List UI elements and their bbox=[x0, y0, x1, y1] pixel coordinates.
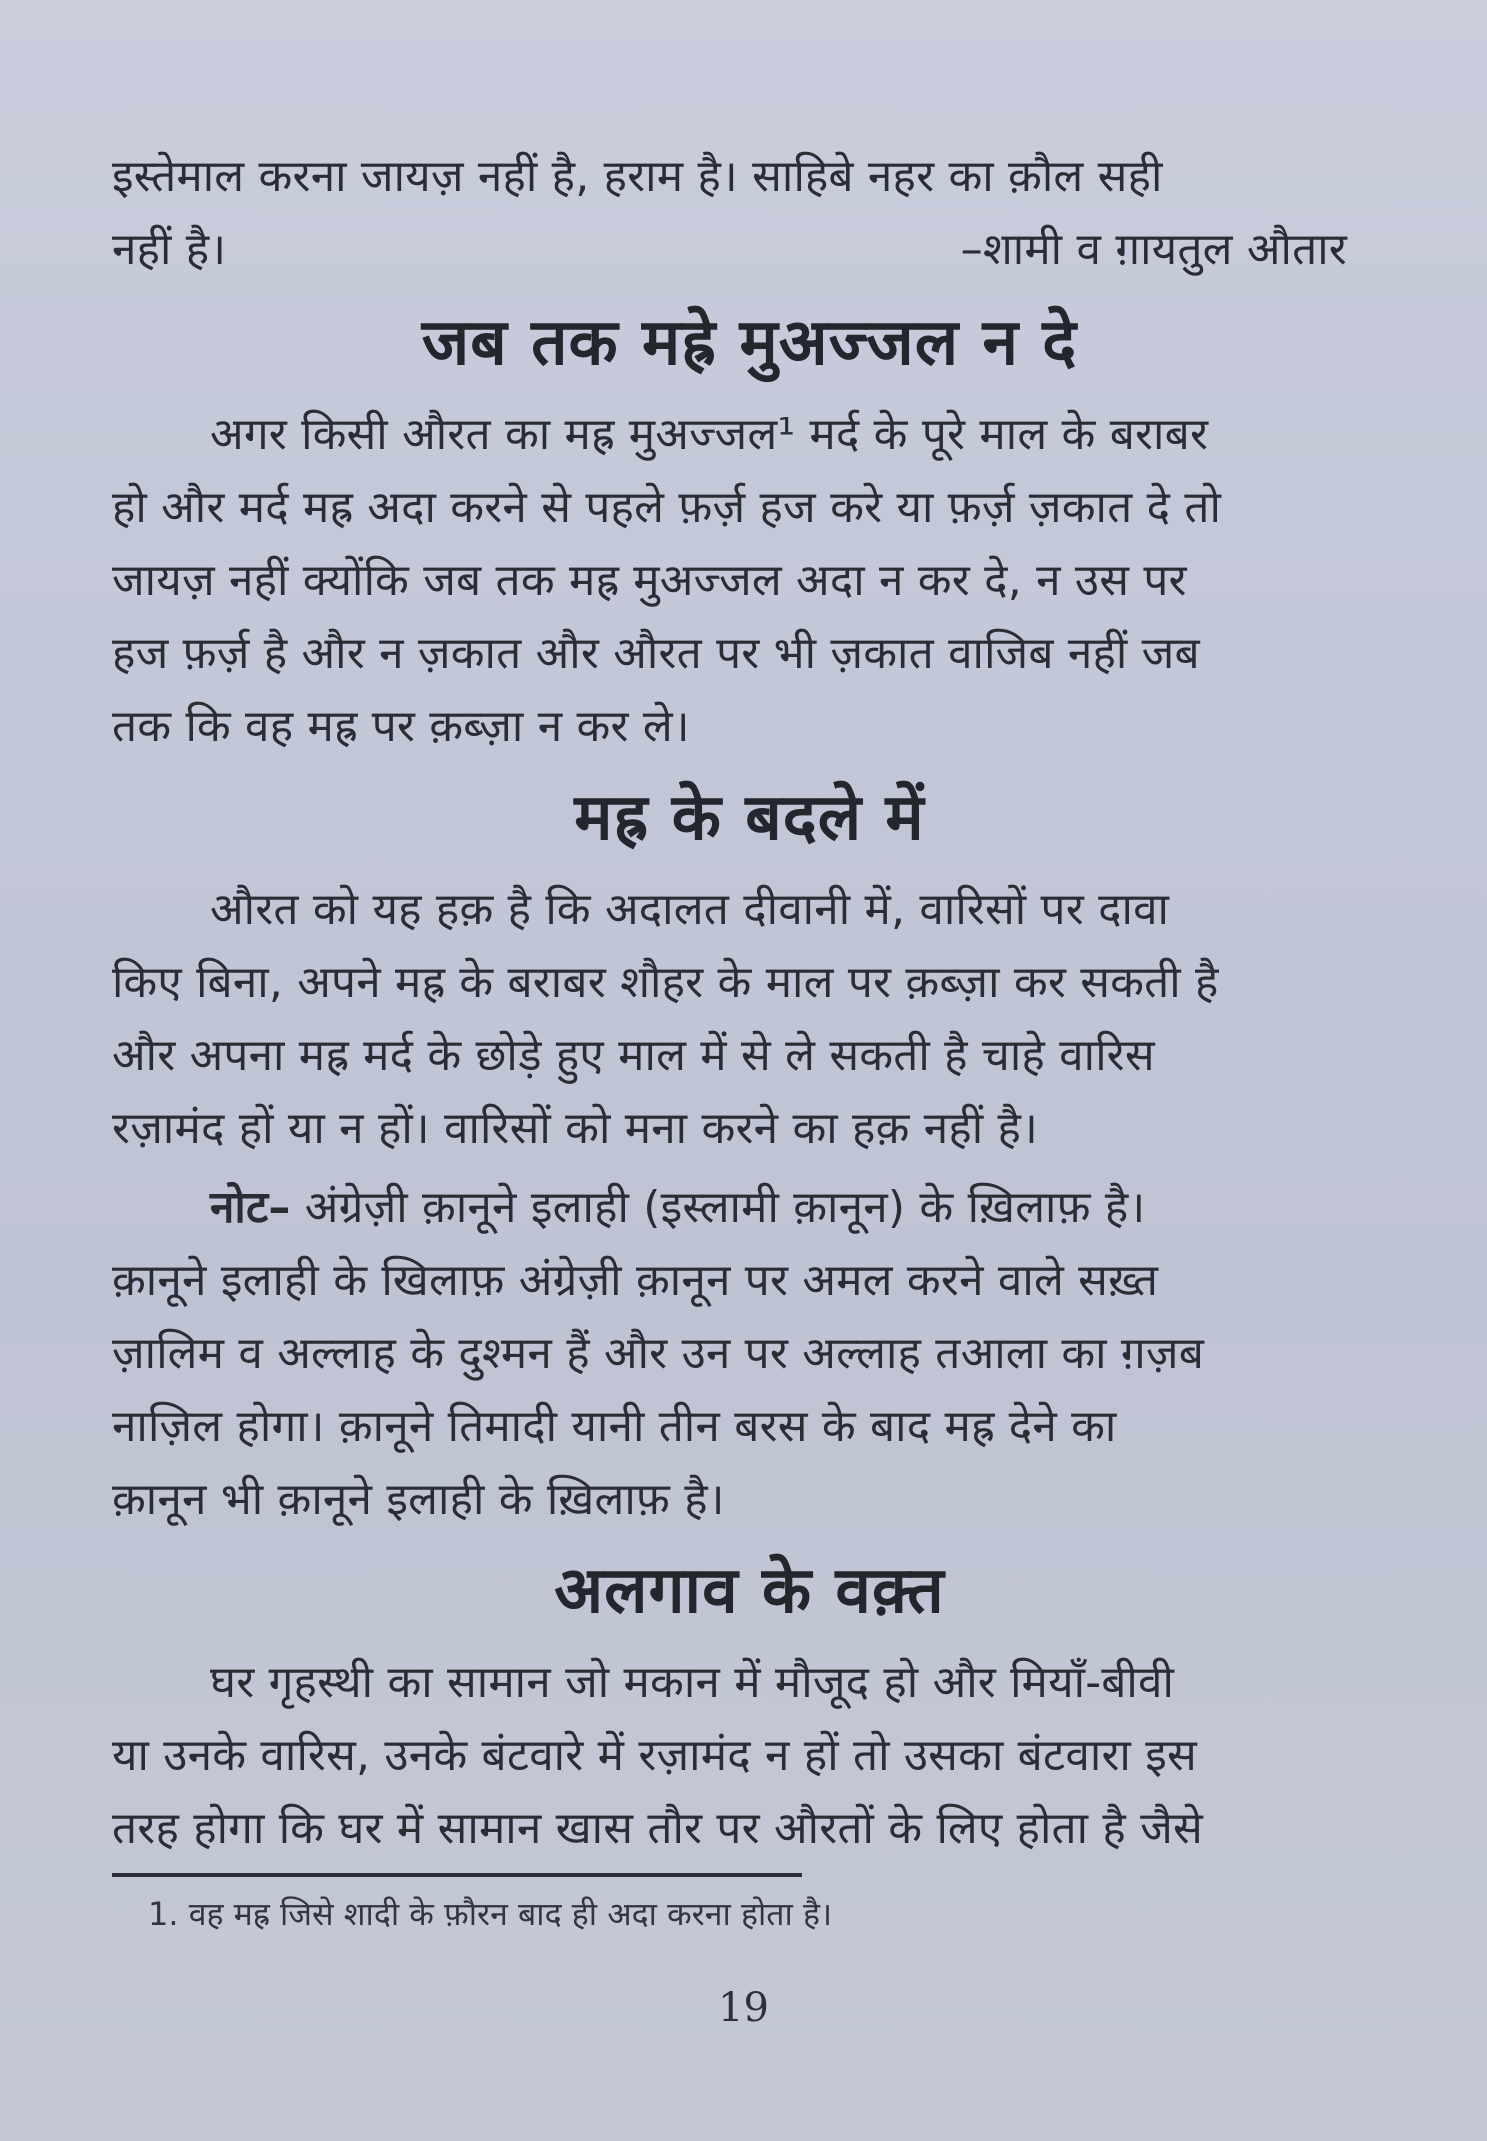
book-page bbox=[112, 140, 1387, 1939]
note-label: नोट– bbox=[210, 1182, 291, 1233]
note-text: अंग्रेज़ी क़ानूने इलाही (इस्लामी क़ानून) के ख़िलाफ़ है। bbox=[304, 1182, 1146, 1233]
paragraph-line: रज़ामंद हों या न हों। वारिसों को मना करने का हक़ नहीं है। bbox=[112, 1103, 1038, 1154]
paragraph-line: घर गृहस्थी का सामान जो मकान में मौजूद हो और मियाँ-बीवी bbox=[210, 1657, 1175, 1708]
section-heading: जब तक मह्रे मुअज्जल न दे bbox=[421, 306, 1078, 380]
paragraph-line: हो और मर्द मह्र अदा करने से पहले फ़र्ज़ हज करे या फ़र्ज़ ज़कात दे तो bbox=[112, 482, 1222, 533]
paragraph-line-with-source bbox=[112, 213, 1387, 286]
footnote-divider bbox=[112, 1873, 802, 1877]
paragraph-line: नाज़िल होगा। क़ानूने तिमादी यानी तीन बरस के बाद मह्र देने का bbox=[112, 1401, 1117, 1452]
paragraph-line: किए बिना, अपने मह्र के बराबर शौहर के माल पर क़ब्ज़ा कर सकती है bbox=[112, 957, 1219, 1008]
paragraph-line: ज़ालिम व अल्लाह के दुश्मन हैं और उन पर अल्लाह तआला का ग़ज़ब bbox=[112, 1328, 1205, 1379]
section-body bbox=[112, 873, 1387, 1536]
source-citation: –शामी व ग़ायतुल औतार bbox=[960, 224, 1347, 275]
footnote-text: वह मह्र जिसे शादी के फ़ौरन बाद ही अदा करना होता है। bbox=[188, 1895, 833, 1933]
paragraph-line: या उनके वारिस, उनके बंटवारे में रज़ामंद न हों तो उसका बंटवारा इस bbox=[112, 1730, 1197, 1781]
paragraph-line: तरह होगा कि घर में सामान खास तौर पर औरतों के लिए होता है जैसे bbox=[112, 1803, 1203, 1854]
paragraph-line: जायज़ नहीं क्योंकि जब तक मह्र मुअज्जल अदा न कर दे, न उस पर bbox=[112, 555, 1187, 606]
footnote-number: 1. bbox=[148, 1895, 179, 1933]
paragraph-line: तक कि वह मह्र पर क़ब्ज़ा न कर ले। bbox=[112, 701, 690, 752]
section-body bbox=[112, 398, 1387, 763]
paragraph-line: हज फ़र्ज़ है और न ज़कात और औरत पर भी ज़कात वाजिब नहीं जब bbox=[112, 628, 1200, 679]
paragraph-line: अगर किसी औरत का मह्र मुअज्जल¹ मर्द के पूरे माल के बराबर bbox=[210, 409, 1209, 460]
paragraph-line: और अपना मह्र मर्द के छोड़े हुए माल में से ले सकती है चाहे वारिस bbox=[112, 1030, 1155, 1081]
footnote bbox=[112, 1889, 1387, 1939]
note-line bbox=[112, 1171, 1387, 1244]
paragraph-line: इस्तेमाल करना जायज़ नहीं है, हराम है। साहिबे नहर का क़ौल सही bbox=[112, 151, 1163, 202]
paragraph-line: औरत को यह हक़ है कि अदालत दीवानी में, वारिसों पर दावा bbox=[210, 884, 1170, 935]
section-heading: मह्र के बदले में bbox=[574, 781, 925, 855]
paragraph-text: नहीं है। bbox=[112, 224, 227, 275]
section-body bbox=[112, 1646, 1387, 1865]
paragraph-line: क़ानूने इलाही के खिलाफ़ अंग्रेज़ी क़ानून पर अमल करने वाले सख़्त bbox=[112, 1255, 1159, 1306]
section-heading: अलगाव के वक़्त bbox=[554, 1554, 945, 1628]
paragraph-line: क़ानून भी क़ानूने इलाही के ख़िलाफ़ है। bbox=[112, 1474, 725, 1525]
page-number: 19 bbox=[718, 1985, 769, 2031]
